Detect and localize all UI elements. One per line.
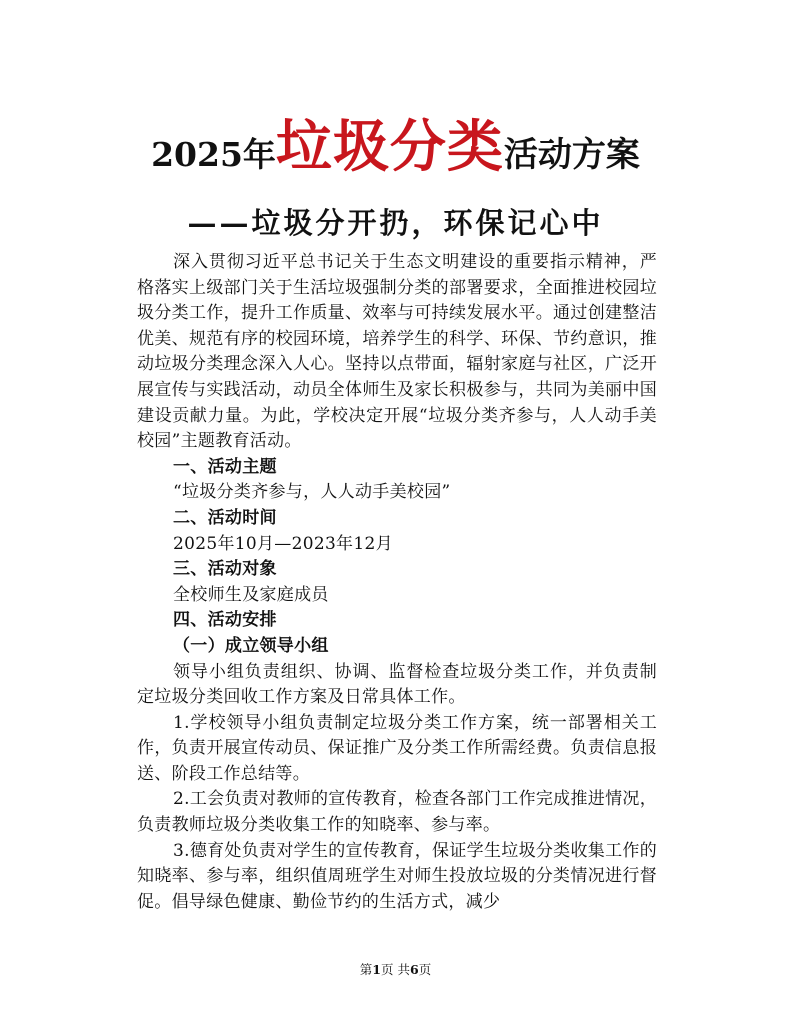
target-heading: 三、活动对象	[173, 559, 277, 580]
page-footer	[0, 960, 791, 980]
title-highlight: 垃圾分类	[275, 114, 504, 180]
footer-middle: 页 共	[381, 962, 410, 977]
group-paragraph: 领导小组负责组织、协调、监督检查垃圾分类工作，并负责制定垃圾分类回收工作方案及日常具体工作。	[137, 661, 657, 708]
target-text: 全校师生及家庭成员	[173, 584, 329, 605]
document-title	[0, 112, 791, 196]
document-subtitle: ——垃圾分开扔，环保记心中	[187, 206, 604, 240]
theme-heading: 一、活动主题	[173, 456, 277, 477]
item-2-paragraph: 2.工会负责对教师的宣传教育，检查各部门工作完成推进情况，负责教师垃圾分类收集工作的知晓率、参与率。	[137, 789, 657, 836]
item-1-paragraph: 1.学校领导小组负责制定垃圾分类工作方案，统一部署相关工作，负责开展宣传动员、保证推广及分类工作所需经费。负责信息报送、阶段工作总结等。	[137, 712, 657, 784]
title-rest: 活动方案	[503, 135, 640, 175]
footer-total-pages: 6	[409, 962, 419, 977]
title-year: 2025年	[151, 135, 276, 174]
time-heading: 二、活动时间	[173, 507, 277, 528]
document-body	[137, 250, 657, 915]
item-3-paragraph: 3.德育处负责对学生的宣传教育，保证学生垃圾分类收集工作的知晓率、参与率，组织值周班学生对师生投放垃圾的分类情况进行督促。倡导绿色健康、勤俭节约的生活方式，减少	[137, 840, 657, 912]
time-text: 2025年10月—2023年12月	[173, 533, 393, 554]
footer-page-number: 1	[372, 962, 381, 977]
arrangement-heading: 四、活动安排	[173, 610, 277, 631]
intro-paragraph: 深入贯彻习近平总书记关于生态文明建设的重要指示精神，严格落实上级部门关于生活垃圾强制分类的部署要求，全面推进校园垃圾分类工作，提升工作质量、效率与可持续发展水平。通过创建整洁优美、规范有序的校园环境，培养学生的科学、环保、节约意识，推动垃圾分类理念深入人心。坚持以点带面，辐射家庭与社区，广泛开展宣传与实践活动，动员全体师生及家长积极参与，共同为美丽中国建设贡献力量。为此，学校决定开展“垃圾分类齐参与，人人动手美校园”主题教育活动。	[137, 252, 657, 452]
footer-suffix: 页	[418, 962, 432, 977]
group-heading: （一）成立领导小组	[173, 635, 329, 656]
theme-text: “垃圾分类齐参与，人人动手美校园”	[173, 482, 451, 503]
footer-prefix: 第	[359, 962, 373, 977]
